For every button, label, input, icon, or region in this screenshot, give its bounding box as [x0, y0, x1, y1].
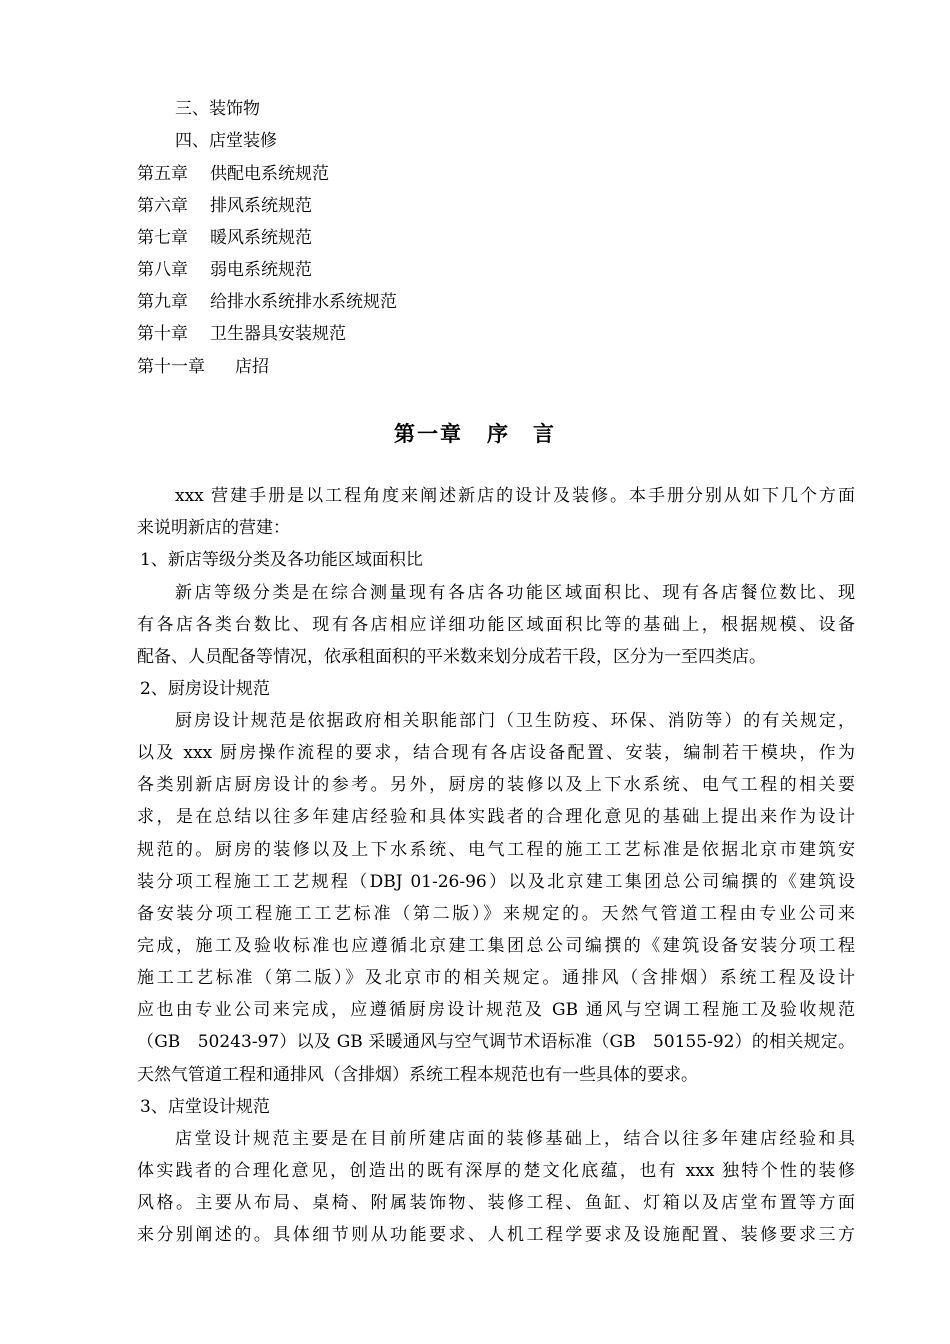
paragraph-line: 配备、人员配备等情况，依承租面积的平米数来划分成若干段，区分为一至四类店。: [137, 647, 766, 667]
toc-number: 四、: [175, 131, 209, 151]
toc-title: 店招: [235, 357, 269, 377]
paragraph-line: 装分项工程施工工艺规程（DBJ 01-26-96）以及北京建工集团总公司编撰的《建筑设: [137, 872, 855, 892]
toc-item: [137, 292, 397, 312]
paragraph-line: 各类别新店厨房设计的参考。另外，厨房的装修以及上下水系统、电气工程的相关要: [137, 775, 855, 795]
toc-number: 三、: [175, 99, 209, 119]
paragraph-line: 完成，施工及验收标准也应遵循北京建工集团总公司编撰的《建筑设备安装分项工程: [137, 936, 855, 956]
paragraph-line: 施工工艺标准（第二版）》及北京市的相关规定。通排风（含排烟）系统工程及设计: [137, 968, 855, 988]
paragraph-line: 求，是在总结以往多年建店经验和具体实践者的合理化意见的基础上提出来作为设计: [137, 807, 855, 827]
toc-item: [137, 196, 312, 216]
toc-item: [137, 357, 269, 377]
paragraph-line: 风格。主要从布局、桌椅、附属装饰物、装修工程、鱼缸、灯箱以及店堂布置等方面: [137, 1193, 855, 1213]
paragraph-line: 来分别阐述的。具体细节则从功能要求、人机工程学要求及设施配置、装修要求三方: [137, 1225, 855, 1245]
section-heading: 2、厨房设计规范: [140, 679, 270, 699]
paragraph-line: 厨房设计规范是依据政府相关职能部门（卫生防疫、环保、消防等）的有关规定，: [175, 711, 855, 731]
chapter-name: 序 言: [487, 421, 556, 446]
paragraph-line: 体实践者的合理化意见，创造出的既有深厚的楚文化底蕴，也有 xxx 独特个性的装修: [137, 1161, 855, 1181]
toc-number: 第十章: [137, 324, 188, 344]
paragraph-line: 规范的。厨房的装修以及上下水系统、电气工程的施工工艺标准是依据北京市建筑安: [137, 840, 855, 860]
toc-title: 暖风系统规范: [210, 228, 312, 248]
toc-title: 给排水系统排水系统规范: [210, 292, 397, 312]
paragraph-line: xxx 营建手册是以工程角度来阐述新店的设计及装修。本手册分别从如下几个方面: [175, 486, 855, 506]
toc-title: 弱电系统规范: [210, 260, 312, 280]
toc-item: [137, 164, 329, 184]
toc-item: [175, 131, 277, 151]
toc-number: 第九章: [137, 292, 188, 312]
toc-title: 卫生器具安装规范: [210, 324, 346, 344]
section-heading: 3、店堂设计规范: [140, 1097, 270, 1117]
chapter-number: 第一章: [394, 421, 463, 446]
paragraph-line: 天然气管道工程和通排风（含排烟）系统工程本规范也有一些具体的要求。: [137, 1065, 698, 1085]
toc-item: [137, 324, 346, 344]
toc-number: 第六章: [137, 196, 188, 216]
section-heading: 1、新店等级分类及各功能区域面积比: [140, 550, 423, 570]
toc-title: 排风系统规范: [210, 196, 312, 216]
toc-number: 第五章: [137, 164, 188, 184]
chapter-title: [0, 421, 950, 447]
toc-title: 店堂装修: [209, 131, 277, 151]
toc-item: [175, 99, 260, 119]
toc-number: 第八章: [137, 260, 188, 280]
paragraph-line: 应也由专业公司来完成，应遵循厨房设计规范及 GB 通风与空调工程施工及验收规范: [137, 1000, 855, 1020]
toc-title: 供配电系统规范: [210, 164, 329, 184]
paragraph-line: 有各店各类台数比、现有各店相应详细功能区域面积比等的基础上，根据规模、设备: [137, 615, 855, 635]
paragraph-line: （GB 50243-97）以及 GB 采暖通风与空气调节术语标准（GB 50155-92）的相关规定。: [137, 1032, 855, 1052]
paragraph-line: 新店等级分类是在综合测量现有各店各功能区域面积比、现有各店餐位数比、现: [175, 583, 855, 603]
toc-title: 装饰物: [209, 99, 260, 119]
toc-number: 第七章: [137, 228, 188, 248]
toc-number: 第十一章: [137, 357, 205, 377]
paragraph-line: 备安装分项工程施工工艺标准（第二版）》来规定的。天然气管道工程由专业公司来: [137, 904, 855, 924]
paragraph-line: 店堂设计规范主要是在目前所建店面的装修基础上，结合以往多年建店经验和具: [175, 1129, 855, 1149]
toc-item: [137, 260, 312, 280]
paragraph-line: 来说明新店的营建：: [137, 518, 290, 538]
paragraph-line: 以及 xxx 厨房操作流程的要求，结合现有各店设备配置、安装，编制若干模块，作为: [137, 743, 855, 763]
toc-item: [137, 228, 312, 248]
